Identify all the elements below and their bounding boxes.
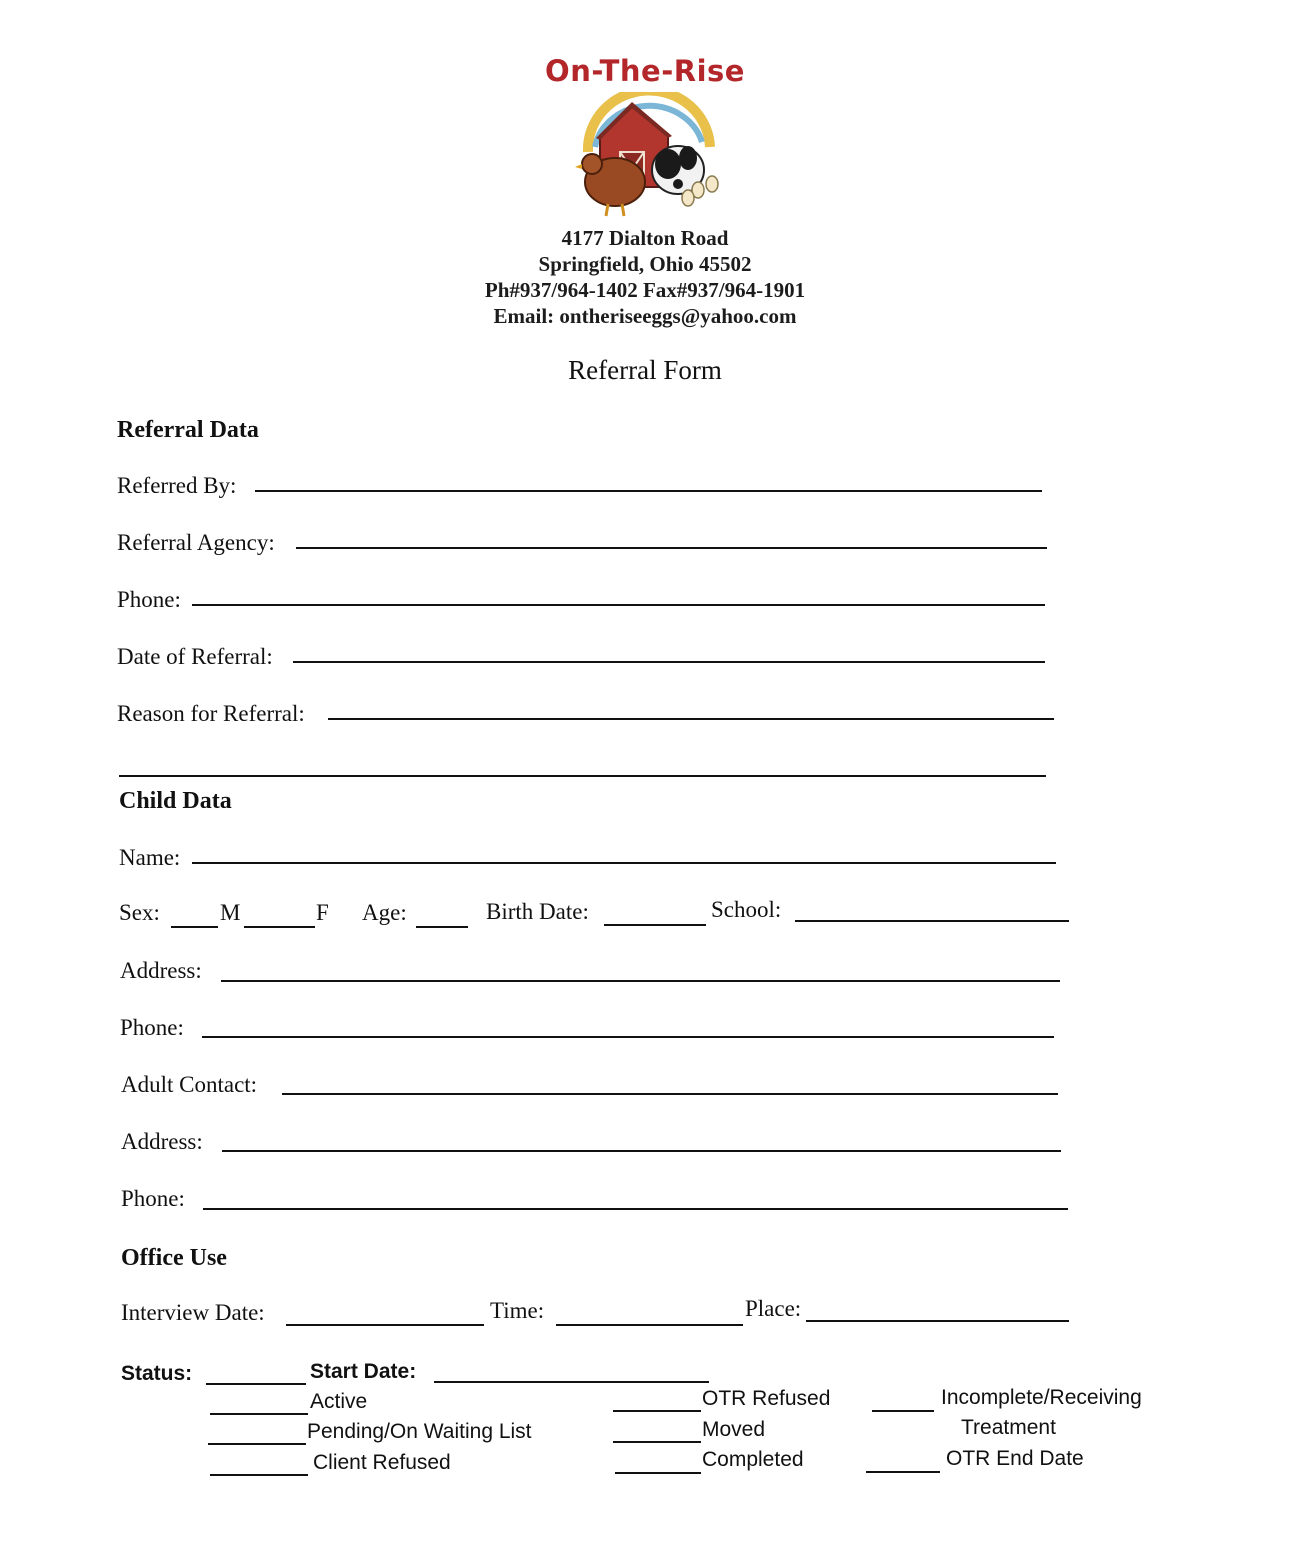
- referral-phone-label: Phone:: [117, 587, 181, 612]
- interview-date-field[interactable]: [286, 1324, 484, 1326]
- otr-end-date-option: OTR End Date: [946, 1447, 1084, 1470]
- child-address-field[interactable]: [221, 980, 1060, 982]
- active-option: Active: [310, 1390, 368, 1413]
- referral-agency-field[interactable]: [296, 547, 1047, 549]
- pending-checkline[interactable]: [208, 1443, 306, 1445]
- adult-phone-label: Phone:: [121, 1186, 185, 1211]
- incomplete-option-line-2: Treatment: [961, 1416, 1056, 1439]
- start-date-field[interactable]: [434, 1381, 709, 1383]
- referred-by-label: Referred By:: [117, 473, 237, 498]
- otr-end-date-checkline[interactable]: [866, 1471, 940, 1473]
- referred-by-field[interactable]: [255, 490, 1042, 492]
- reason-for-referral-field-line-2[interactable]: [119, 775, 1046, 777]
- client-refused-option: Client Refused: [313, 1451, 451, 1474]
- child-data-heading: Child Data: [119, 788, 232, 814]
- child-address-label: Address:: [120, 958, 202, 983]
- status-field[interactable]: [206, 1383, 306, 1385]
- age-field[interactable]: [416, 926, 468, 928]
- sex-m-option: M: [220, 900, 241, 925]
- sex-m-field[interactable]: [171, 926, 218, 928]
- email-address: Email: ontheriseeggs@yahoo.com: [493, 304, 797, 328]
- sex-f-option: F: [316, 900, 329, 925]
- brand-name: On-The-Rise: [545, 54, 745, 88]
- birth-date-label: Birth Date:: [486, 899, 589, 924]
- reason-for-referral-field[interactable]: [328, 718, 1054, 720]
- child-name-label: Name:: [119, 845, 181, 870]
- otr-refused-checkline[interactable]: [613, 1410, 701, 1412]
- adult-phone-field[interactable]: [203, 1208, 1068, 1210]
- school-field[interactable]: [795, 920, 1069, 922]
- child-phone-field[interactable]: [202, 1036, 1054, 1038]
- sex-f-field[interactable]: [244, 926, 315, 928]
- moved-option: Moved: [702, 1418, 766, 1441]
- adult-address-field[interactable]: [222, 1150, 1061, 1152]
- date-of-referral-field[interactable]: [293, 661, 1045, 663]
- date-of-referral-label: Date of Referral:: [117, 644, 273, 669]
- completed-checkline[interactable]: [615, 1472, 701, 1474]
- birth-date-field[interactable]: [604, 924, 706, 926]
- incomplete-checkline[interactable]: [872, 1410, 934, 1412]
- completed-option: Completed: [702, 1448, 804, 1471]
- phone-fax: Ph#937/964-1402 Fax#937/964-1901: [484, 278, 806, 302]
- otr-refused-option: OTR Refused: [702, 1387, 831, 1410]
- farm-logo-image: [570, 92, 725, 227]
- interview-date-label: Interview Date:: [121, 1300, 265, 1325]
- time-field[interactable]: [556, 1324, 743, 1326]
- school-label: School:: [711, 897, 782, 922]
- incomplete-option: Incomplete/Receiving: [941, 1386, 1142, 1409]
- adult-contact-field[interactable]: [282, 1093, 1058, 1095]
- address-line-2: Springfield, Ohio 45502: [538, 252, 752, 276]
- place-label: Place:: [745, 1296, 802, 1321]
- status-label: Status:: [121, 1362, 193, 1385]
- reason-for-referral-label: Reason for Referral:: [117, 701, 305, 726]
- client-refused-checkline[interactable]: [210, 1474, 308, 1476]
- sex-label: Sex:: [119, 900, 160, 925]
- adult-contact-label: Adult Contact:: [121, 1072, 258, 1097]
- child-phone-label: Phone:: [120, 1015, 184, 1040]
- referral-phone-field[interactable]: [192, 604, 1045, 606]
- time-label: Time:: [490, 1298, 545, 1323]
- referral-data-heading: Referral Data: [117, 417, 259, 443]
- moved-checkline[interactable]: [613, 1441, 701, 1443]
- start-date-label: Start Date:: [310, 1360, 417, 1383]
- age-label: Age:: [362, 900, 407, 925]
- pending-option: Pending/On Waiting List: [307, 1420, 532, 1443]
- adult-address-label: Address:: [121, 1129, 203, 1154]
- form-title: Referral Form: [568, 355, 722, 385]
- address-line-1: 4177 Dialton Road: [561, 226, 729, 250]
- active-checkline[interactable]: [210, 1413, 308, 1415]
- child-name-field[interactable]: [192, 862, 1056, 864]
- office-use-heading: Office Use: [121, 1245, 227, 1271]
- referral-agency-label: Referral Agency:: [117, 530, 275, 555]
- place-field[interactable]: [806, 1320, 1069, 1322]
